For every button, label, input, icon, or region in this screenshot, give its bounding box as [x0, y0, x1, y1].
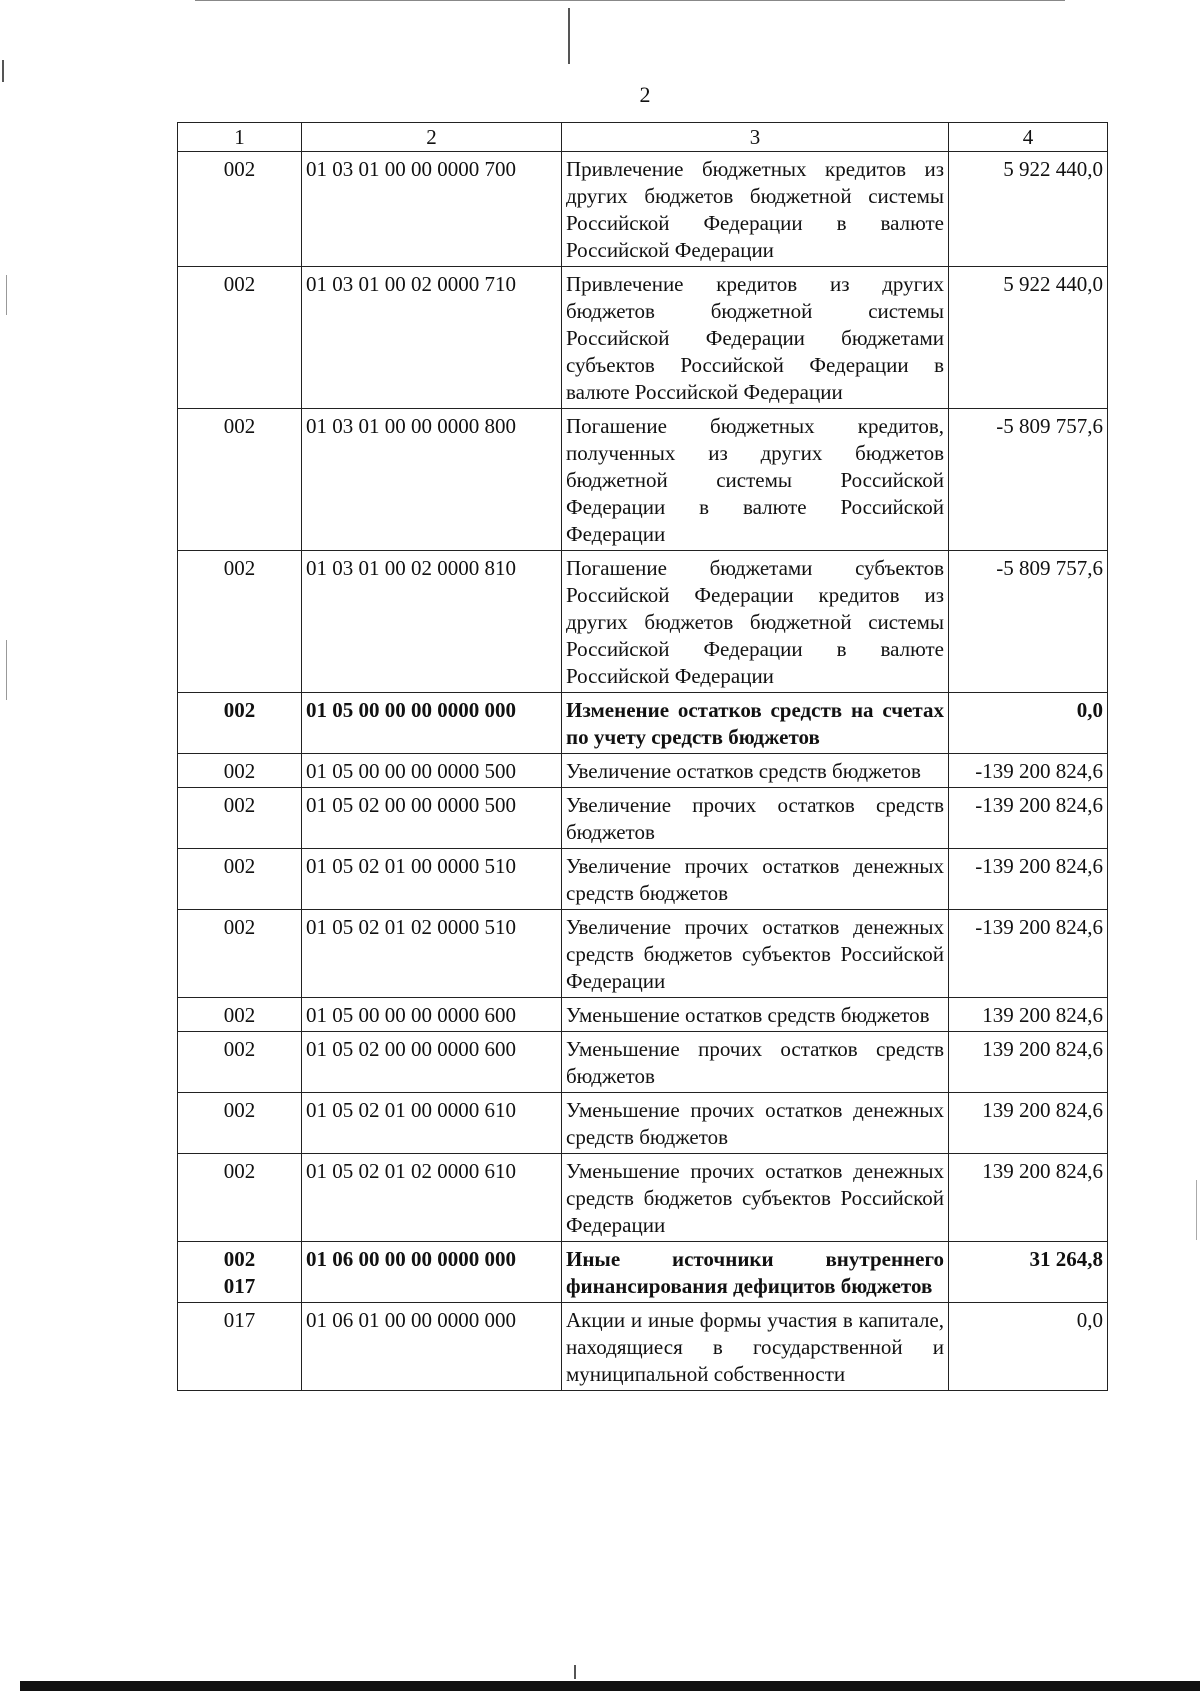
amount-cell: 139 200 824,6 [949, 1154, 1108, 1242]
budget-code-cell: 01 05 00 00 00 0000 500 [302, 754, 562, 788]
table-row [178, 788, 1108, 849]
source-name-cell: Уменьшение остатков средств бюджетов [562, 998, 949, 1032]
table-row [178, 998, 1108, 1032]
amount-cell: -5 809 757,6 [949, 551, 1108, 693]
amount-cell: -5 809 757,6 [949, 409, 1108, 551]
admin-code-cell: 002 [178, 152, 302, 267]
amount-cell: -139 200 824,6 [949, 754, 1108, 788]
table-body [178, 152, 1108, 1391]
admin-code-cell: 002 [178, 693, 302, 754]
table-row [178, 910, 1108, 998]
table-row [178, 849, 1108, 910]
budget-code-cell: 01 05 00 00 00 0000 600 [302, 998, 562, 1032]
admin-code-cell: 002 017 [178, 1242, 302, 1303]
amount-cell: 31 264,8 [949, 1242, 1108, 1303]
source-name-cell: Уменьшение прочих остатков средств бюджетов [562, 1032, 949, 1093]
source-name-cell: Привлечение кредитов из других бюджетов бюджетной системы Российской Федерации бюджетами субъектов Российской Федерации в валюте Российской Федерации [562, 267, 949, 409]
source-name-cell: Увеличение прочих остатков денежных средств бюджетов субъектов Российской Федерации [562, 910, 949, 998]
source-name-cell: Погашение бюджетных кредитов, полученных из других бюджетов бюджетной системы Российской Федерации в валюте Российской Федерации [562, 409, 949, 551]
table-row [178, 1032, 1108, 1093]
page-number: 2 [639, 82, 651, 107]
admin-code-cell: 002 [178, 998, 302, 1032]
amount-cell: -139 200 824,6 [949, 849, 1108, 910]
budget-code-cell: 01 03 01 00 00 0000 800 [302, 409, 562, 551]
amount-cell: 0,0 [949, 1303, 1108, 1391]
table-row [178, 551, 1108, 693]
admin-code-cell: 002 [178, 788, 302, 849]
budget-code-cell: 01 05 02 01 00 0000 510 [302, 849, 562, 910]
table-row [178, 1154, 1108, 1242]
budget-code-cell: 01 05 02 01 00 0000 610 [302, 1093, 562, 1154]
scan-mark-left-2 [6, 275, 7, 315]
budget-code-cell: 01 03 01 00 02 0000 810 [302, 551, 562, 693]
budget-code-cell: 01 05 02 00 00 0000 500 [302, 788, 562, 849]
admin-code-cell: 002 [178, 551, 302, 693]
table-header-row [178, 123, 1108, 152]
source-name-cell: Уменьшение прочих остатков денежных средств бюджетов [562, 1093, 949, 1154]
admin-code-cell: 002 [178, 1093, 302, 1154]
amount-cell: -139 200 824,6 [949, 910, 1108, 998]
table-row [178, 409, 1108, 551]
table-row [178, 754, 1108, 788]
source-name-cell: Увеличение остатков средств бюджетов [562, 754, 949, 788]
source-name-cell: Изменение остатков средств на счетах по учету средств бюджетов [562, 693, 949, 754]
amount-cell: 5 922 440,0 [949, 267, 1108, 409]
table-row [178, 1303, 1108, 1391]
source-name-cell: Иные источники внутреннего финансирования дефицитов бюджетов [562, 1242, 949, 1303]
scan-mark-right-1 [1196, 1180, 1197, 1240]
source-name-cell: Привлечение бюджетных кредитов из других бюджетов бюджетной системы Российской Федерации в валюте Российской Федерации [562, 152, 949, 267]
admin-code-cell: 002 [178, 1154, 302, 1242]
column-header-4: 4 [949, 123, 1108, 152]
budget-code-cell: 01 05 02 01 02 0000 510 [302, 910, 562, 998]
scan-line-top [195, 0, 1065, 1]
scan-mark-bottom-center [574, 1665, 576, 1679]
amount-cell: -139 200 824,6 [949, 788, 1108, 849]
budget-code-cell: 01 05 02 00 00 0000 600 [302, 1032, 562, 1093]
admin-code-cell: 002 [178, 1032, 302, 1093]
amount-cell: 139 200 824,6 [949, 1093, 1108, 1154]
scan-edge-bar [20, 1681, 1200, 1691]
budget-code-cell: 01 06 01 00 00 0000 000 [302, 1303, 562, 1391]
amount-cell: 139 200 824,6 [949, 1032, 1108, 1093]
table-row [178, 693, 1108, 754]
scan-mark-left-3 [6, 640, 7, 700]
budget-code-cell: 01 03 01 00 00 0000 700 [302, 152, 562, 267]
amount-cell: 5 922 440,0 [949, 152, 1108, 267]
scan-mark-left-1 [2, 60, 4, 82]
source-name-cell: Увеличение прочих остатков денежных средств бюджетов [562, 849, 949, 910]
source-name-cell: Погашение бюджетами субъектов Российской Федерации кредитов из других бюджетов бюджетной системы Российской Федерации в валюте Российской Федерации [562, 551, 949, 693]
table-header [178, 123, 1108, 152]
budget-code-cell: 01 05 00 00 00 0000 000 [302, 693, 562, 754]
budget-code-cell: 01 03 01 00 02 0000 710 [302, 267, 562, 409]
column-header-3: 3 [562, 123, 949, 152]
amount-cell: 0,0 [949, 693, 1108, 754]
table-row [178, 267, 1108, 409]
scan-mark-top-center [568, 8, 570, 64]
admin-code-cell: 002 [178, 910, 302, 998]
admin-code-cell: 017 [178, 1303, 302, 1391]
admin-code-cell: 002 [178, 409, 302, 551]
admin-code-cell: 002 [178, 754, 302, 788]
amount-cell: 139 200 824,6 [949, 998, 1108, 1032]
source-name-cell: Акции и иные формы участия в капитале, находящиеся в государственной и муниципальной собственности [562, 1303, 949, 1391]
table-row [178, 152, 1108, 267]
admin-code-cell: 002 [178, 849, 302, 910]
admin-code-cell: 002 [178, 267, 302, 409]
source-name-cell: Увеличение прочих остатков средств бюджетов [562, 788, 949, 849]
budget-code-cell: 01 06 00 00 00 0000 000 [302, 1242, 562, 1303]
column-header-1: 1 [178, 123, 302, 152]
column-header-2: 2 [302, 123, 562, 152]
source-name-cell: Уменьшение прочих остатков денежных средств бюджетов субъектов Российской Федерации [562, 1154, 949, 1242]
table-row [178, 1242, 1108, 1303]
budget-code-cell: 01 05 02 01 02 0000 610 [302, 1154, 562, 1242]
budget-sources-table [177, 122, 1108, 1391]
table-row [178, 1093, 1108, 1154]
